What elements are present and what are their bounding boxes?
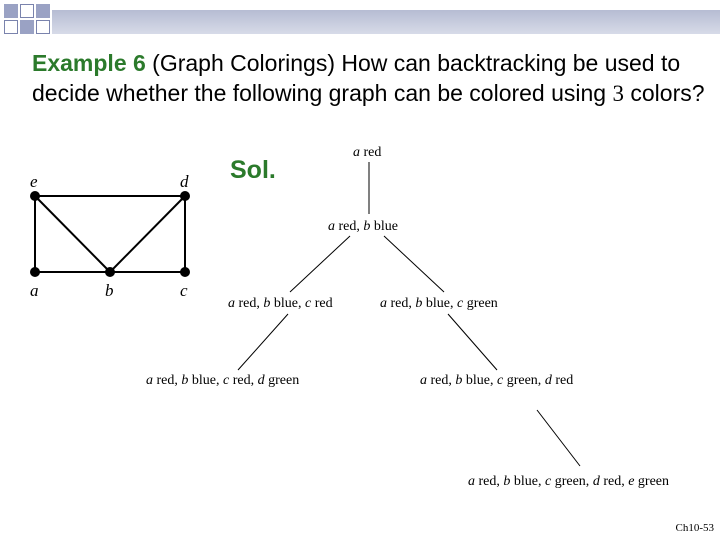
tree-edge (448, 314, 497, 370)
color-assignment: red, (387, 296, 416, 311)
vertex-name: a (420, 373, 427, 388)
color-assignment: red, (335, 219, 364, 234)
graph-edge (110, 196, 185, 272)
example-topic: (Graph Colorings) How can backtracking be used to decide whether the following graph can be colored using (32, 50, 681, 106)
tree-edge (384, 236, 444, 292)
color-assignment: green, (551, 474, 593, 489)
vertex-label: c (180, 281, 188, 300)
tree-node-label (380, 296, 498, 311)
vertex-name: a (380, 296, 387, 311)
slide-number: Ch10-53 (675, 522, 714, 534)
tree-node-label (420, 373, 573, 388)
color-assignment: green (264, 373, 300, 388)
color-assignment: red, (229, 373, 258, 388)
color-count: 3 (612, 81, 624, 106)
graph-vertex (30, 267, 40, 277)
solution-label: Sol. (230, 156, 276, 184)
vertex-name: c (457, 296, 464, 311)
vertex-name: d (257, 373, 265, 388)
tree-labels (146, 145, 669, 489)
tree-node-label (146, 373, 299, 388)
color-assignment: blue, (422, 296, 457, 311)
tree-node-label (353, 145, 381, 160)
tree-edges (238, 162, 580, 466)
tree-edge (238, 314, 288, 370)
tree-node-label (328, 219, 398, 234)
vertex-name: b (263, 296, 271, 311)
example-suffix: colors? (624, 80, 705, 106)
color-assignment: green (463, 296, 498, 311)
vertex-name: c (545, 474, 552, 489)
color-assignment: red (551, 373, 574, 388)
color-assignment: blue, (188, 373, 223, 388)
vertex-name: a (353, 145, 360, 160)
tree-edge (290, 236, 350, 292)
vertex-label: d (180, 172, 189, 191)
vertex-name: b (363, 219, 371, 234)
vertex-name: d (544, 373, 552, 388)
vertex-name: b (415, 296, 423, 311)
vertex-name: b (503, 474, 511, 489)
graph-edge (35, 196, 110, 272)
color-assignment: red (311, 296, 333, 311)
graph-vertex (30, 191, 40, 201)
vertex-name: b (181, 373, 189, 388)
color-assignment: green, (503, 373, 545, 388)
graph-diagram (30, 172, 190, 300)
color-assignment: blue, (462, 373, 497, 388)
vertex-name: a (228, 296, 235, 311)
vertex-name: a (146, 373, 153, 388)
vertex-name: b (455, 373, 463, 388)
tree-edge (537, 410, 580, 466)
vertex-name: a (328, 219, 335, 234)
vertex-name: e (628, 474, 635, 489)
color-assignment: red, (427, 373, 456, 388)
vertex-label: e (30, 172, 38, 191)
tree-node-label (468, 474, 669, 489)
vertex-name: c (223, 373, 230, 388)
graph-vertex (180, 267, 190, 277)
color-assignment: blue, (270, 296, 305, 311)
vertex-name: d (592, 474, 600, 489)
color-assignment: red, (153, 373, 182, 388)
color-assignment: blue, (510, 474, 545, 489)
graph-vertex (105, 267, 115, 277)
vertex-label: b (105, 281, 114, 300)
color-assignment: red, (599, 474, 629, 489)
color-assignment: red, (475, 474, 504, 489)
tree-node-label (228, 296, 333, 311)
color-assignment: blue (370, 219, 398, 234)
color-assignment: green (634, 474, 670, 489)
color-assignment: red (360, 145, 382, 160)
color-assignment: red, (235, 296, 264, 311)
vertex-name: c (305, 296, 312, 311)
vertex-name: c (497, 373, 504, 388)
graph-vertex (180, 191, 190, 201)
vertex-label: a (30, 281, 39, 300)
vertex-name: a (468, 474, 475, 489)
example-label: Example 6 (32, 50, 146, 76)
